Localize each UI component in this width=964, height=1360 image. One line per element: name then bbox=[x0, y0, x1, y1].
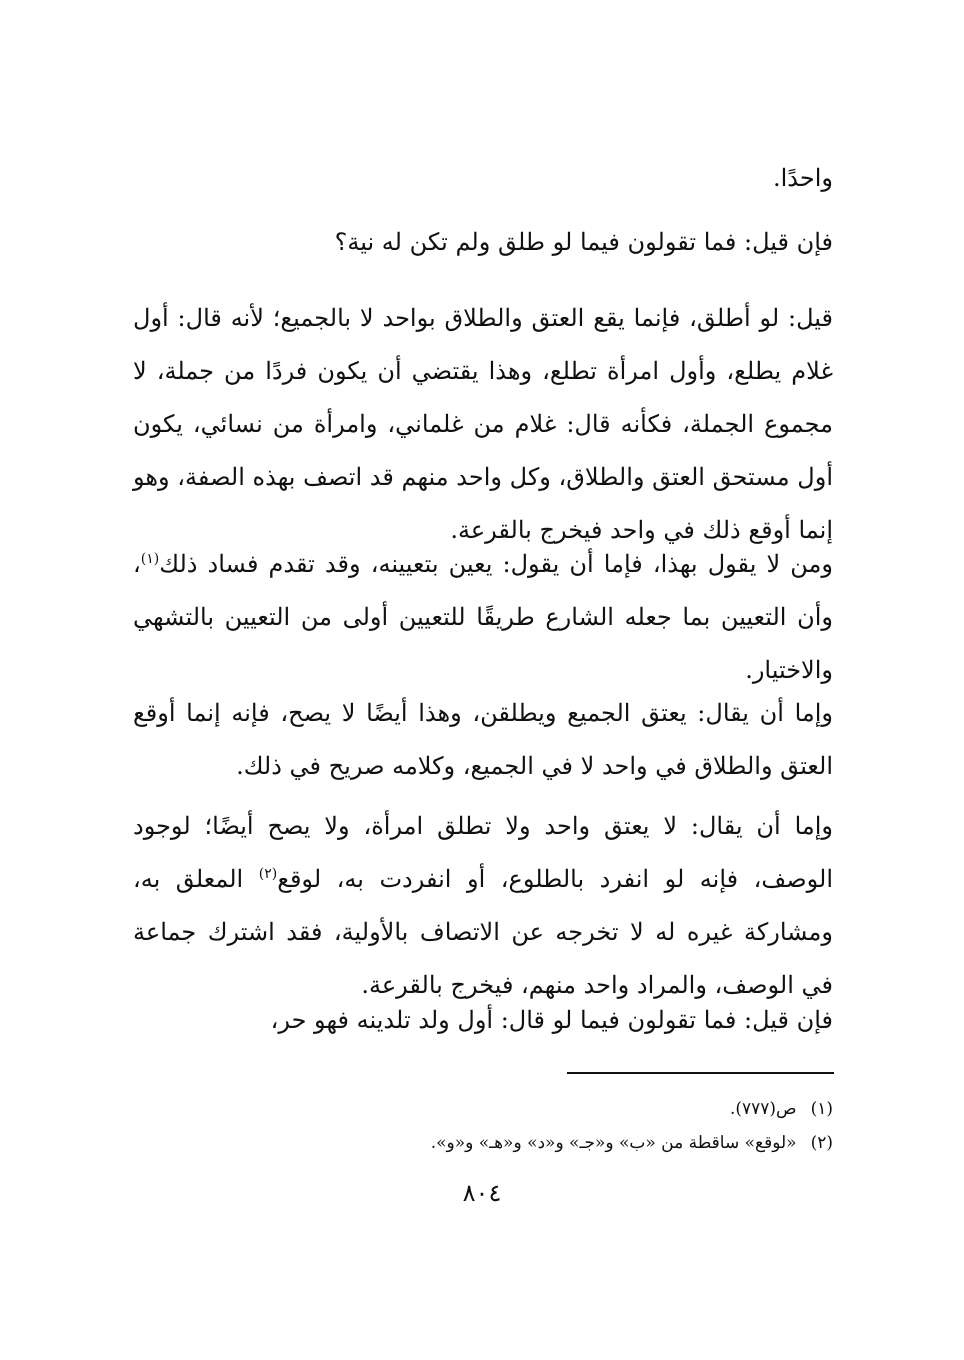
footnote-marker: (١) bbox=[810, 1099, 833, 1119]
paragraph-text: قيل: لو أطلق، فإنما يقع العتق والطلاق بواحد لا بالجميع؛ لأنه قال: أول غلام يطلع، وأول امرأة تطلع، وهذا يقتضي أن يكون فردًا من جملة، لا مجموع الجملة، فكأنه قال: غلام من غلماني، وامرأة من نسائي، يكون أول مستحق العتق والطلاق، وكل واحد منهم قد اتصف بهذه الصفة، وهو إنما أوقع ذلك في واحد فيخرج بالقرعة. bbox=[133, 304, 833, 544]
paragraph-text-before-ref: ومن لا يقول بهذا، فإما أن يقول: يعين بتعيينه، وقد تقدم فساد ذلك bbox=[159, 550, 833, 578]
paragraph-answer bbox=[133, 292, 833, 557]
paragraph-text: فإن قيل: فما تقولون فيما لو قال: أول ولد تلدينه فهو حر، bbox=[270, 1006, 833, 1034]
page-number: ٨٠٤ bbox=[462, 1179, 502, 1207]
paragraph-text-after-ref: المعلق به، ومشاركة غيره له لا تخرجه عن الاتصاف بالأولية، فقد اشترك جماعة في الوصف، والمراد واحد منهم، فيخرج بالقرعة. bbox=[133, 865, 833, 999]
paragraph-final-question bbox=[133, 994, 833, 1047]
paragraph-continuation bbox=[133, 152, 833, 205]
paragraph-text-after-ref: ، وأن التعيين بما جعله الشارع طريقًا للتعيين أولى من التعيين بالتشهي والاختيار. bbox=[133, 550, 833, 684]
footnote-divider bbox=[567, 1072, 834, 1074]
footnote-1 bbox=[133, 1092, 833, 1126]
paragraph-third-option bbox=[133, 687, 833, 793]
paragraph-text-before-ref: وإما أن يقال: لا يعتق واحد ولا تطلق امرأة، ولا يصح أيضًا؛ لوجود الوصف، فإنه لو انفرد بالطلوع، أو انفردت به، لوقع bbox=[133, 812, 833, 893]
paragraph-text: واحدًا. bbox=[773, 164, 833, 192]
footnote-reference[interactable]: (١) bbox=[140, 551, 160, 567]
footnote-2 bbox=[133, 1126, 833, 1160]
footnote-marker: (٢) bbox=[810, 1133, 833, 1153]
paragraph-text: وإما أن يقال: يعتق الجميع ويطلقن، وهذا أيضًا لا يصح، فإنه إنما أوقع العتق والطلاق في واحد لا في الجميع، وكلامه صريح في ذلك. bbox=[133, 699, 833, 780]
footnote-text: «لوقع» ساقطة من «ب» و«جـ» و«د» و«هـ» و«و». bbox=[430, 1133, 797, 1153]
paragraph-with-footnote-2 bbox=[133, 800, 833, 1012]
paragraph-text: فإن قيل: فما تقولون فيما لو طلق ولم تكن له نية؟ bbox=[334, 228, 833, 256]
footnote-reference[interactable]: (٢) bbox=[258, 866, 278, 882]
paragraph-with-footnote-1 bbox=[133, 538, 833, 697]
footnotes-section bbox=[133, 1092, 833, 1160]
paragraph-question bbox=[133, 216, 833, 269]
footnote-text: ص(٧٧٧). bbox=[729, 1099, 797, 1119]
